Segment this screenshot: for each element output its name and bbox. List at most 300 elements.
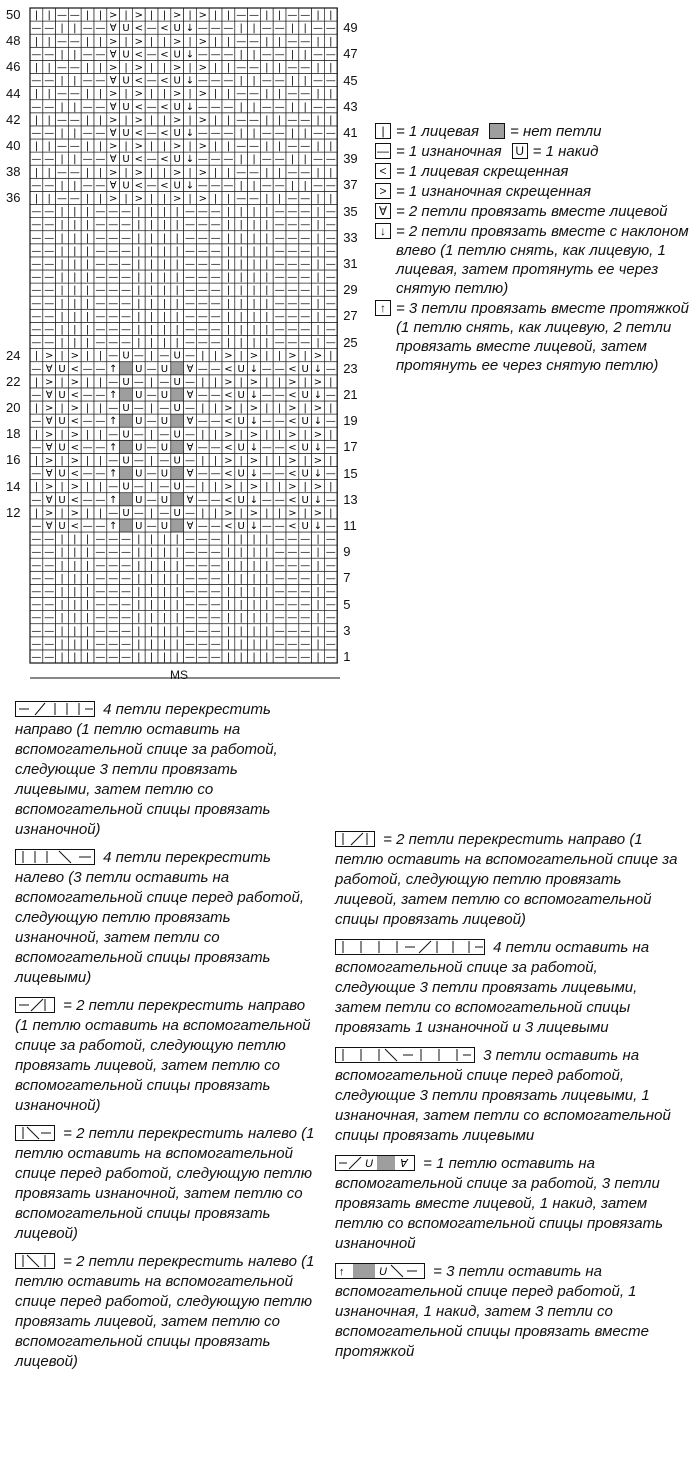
legend-symbols [375, 122, 690, 376]
cable-right-2-purl-icon [15, 997, 55, 1013]
chart-symbol: | [226, 586, 231, 598]
chart-symbol: | [137, 272, 141, 284]
chart-symbol: — [274, 468, 285, 480]
chart-symbol: — [197, 586, 208, 598]
chart-symbol: | [162, 167, 167, 179]
chart-symbol: — [287, 272, 298, 284]
chart-symbol: — [31, 521, 42, 532]
chart-symbol: | [316, 245, 320, 257]
chart-symbol: — [210, 298, 221, 310]
chart-symbol: — [249, 167, 259, 179]
chart-symbol: — [274, 652, 285, 663]
chart-symbol: U [122, 507, 130, 519]
chart-symbol: | [149, 625, 154, 637]
chart-symbol: — [159, 455, 170, 467]
chart-symbol: > [249, 455, 259, 467]
chart-symbol: — [185, 481, 195, 493]
chart-symbol: — [223, 75, 234, 87]
chart-symbol: ∀ [45, 468, 53, 480]
chart-symbol: | [137, 638, 141, 650]
chart-symbol: — [287, 36, 298, 48]
chart-symbol: — [82, 49, 93, 61]
chart-symbol: — [108, 259, 119, 270]
chart-symbol: | [85, 586, 90, 598]
chart-symbol: — [274, 206, 285, 218]
chart-symbol: — [31, 547, 42, 559]
chart-symbol: | [85, 599, 90, 611]
chart-symbol: < [288, 416, 297, 428]
chart-symbol: — [108, 573, 119, 585]
chart-symbol: | [316, 638, 320, 650]
chart-symbol: — [69, 88, 80, 100]
chart-symbol: > [198, 36, 207, 48]
chart-symbol: — [31, 468, 42, 480]
chart-symbol: — [57, 62, 67, 74]
chart-symbol: — [236, 193, 247, 205]
chart-symbol: — [31, 206, 42, 218]
chart-symbol: — [95, 272, 106, 284]
chart-symbol: — [287, 10, 298, 22]
chart-symbol: — [95, 390, 106, 401]
chart-symbol: | [85, 547, 90, 559]
chart-symbol: — [287, 599, 298, 611]
chart-symbol: — [197, 206, 208, 218]
svg-text:U: U [379, 1266, 387, 1278]
chart-symbol: — [300, 245, 311, 257]
chart-symbol: — [300, 193, 311, 205]
chart-symbol: | [124, 167, 128, 179]
cable-item: = 2 петли перекрестить налево (1 петлю оставить на вспомогательной спице перед работой, следующую петлю провязать лицевой, затем петлю со вспомогательной спицы провязать лицевой) [15, 1253, 315, 1370]
chart-symbol: | [47, 36, 51, 48]
chart-symbol: — [210, 494, 221, 506]
chart-symbol: > [70, 376, 79, 388]
chart-symbol: — [185, 403, 195, 415]
chart-symbol: — [287, 167, 298, 179]
chart-symbol: | [162, 311, 167, 323]
chart-symbol: | [239, 128, 243, 139]
chart-symbol: | [265, 311, 269, 323]
chart-symbol: — [197, 612, 208, 624]
chart-symbol: | [34, 429, 39, 441]
chart-symbol: > [288, 403, 297, 415]
chart-symbol: ↑ [109, 363, 118, 375]
chart-symbol: — [197, 442, 208, 454]
chart-symbol: | [226, 206, 231, 218]
chart-symbol: — [95, 494, 106, 506]
chart-symbol: ↑ [109, 442, 118, 454]
chart-symbol: — [287, 219, 298, 231]
chart-symbol: | [137, 259, 141, 270]
chart-symbol: | [162, 193, 167, 205]
chart-symbol: | [277, 141, 282, 153]
chart-symbol: U [122, 128, 130, 139]
chart-symbol: | [239, 101, 243, 113]
chart-symbol: | [162, 298, 167, 310]
chart-symbol: | [226, 141, 231, 153]
chart-symbol: | [137, 324, 141, 336]
chart-symbol: | [265, 62, 269, 74]
chart-symbol: | [316, 324, 320, 336]
chart-symbol: ↓ [249, 390, 259, 401]
chart-symbol: | [149, 311, 154, 323]
chart-symbol: | [162, 324, 167, 336]
row-label-left: 50 [6, 7, 21, 22]
chart-symbol: — [95, 49, 106, 61]
chart-symbol: — [133, 455, 144, 467]
chart-symbol: | [213, 455, 218, 467]
chart-symbol: | [213, 403, 218, 415]
chart-symbol: — [274, 101, 285, 113]
chart-symbol: ∀ [109, 23, 117, 35]
knitting-chart [0, 0, 380, 690]
chart-symbol: | [98, 10, 103, 22]
chart-symbol: | [34, 167, 39, 179]
chart-symbol: — [159, 403, 170, 415]
chart-symbol: | [316, 573, 320, 585]
chart-symbol: — [121, 272, 131, 284]
chart-symbol: | [47, 10, 51, 22]
chart-symbol: — [95, 206, 106, 218]
chart-symbol: — [133, 350, 144, 362]
chart-symbol: — [44, 625, 55, 637]
chart-symbol: | [252, 298, 256, 310]
chart-symbol: | [149, 376, 154, 388]
chart-symbol: — [300, 88, 311, 100]
chart-symbol: | [149, 429, 154, 441]
row-label-right: 41 [343, 124, 358, 140]
chart-symbol: ∀ [186, 468, 194, 480]
chart-symbol: | [85, 429, 90, 441]
chart-symbol: > [45, 403, 54, 415]
chart-symbol: | [252, 259, 256, 270]
chart-symbol: — [223, 154, 234, 166]
chart-symbol: — [108, 311, 119, 323]
chart-symbol: < [134, 180, 143, 192]
chart-symbol: | [303, 128, 307, 139]
chart-symbol: > [134, 193, 143, 205]
chart-symbol: > [249, 376, 259, 388]
chart-symbol: | [265, 350, 269, 362]
chart-symbol: ∀ [45, 390, 53, 401]
row-label-right: 35 [343, 203, 358, 219]
chart-symbol: | [47, 141, 51, 153]
chart-symbol: | [85, 324, 90, 336]
chart-symbol: — [121, 638, 131, 650]
chart-symbol: | [329, 88, 333, 100]
chart-symbol: — [44, 573, 55, 585]
row-label-right: 13 [343, 491, 358, 507]
chart-symbol: — [95, 560, 106, 572]
chart-symbol: — [325, 324, 336, 336]
chart-symbol: — [108, 206, 119, 218]
chart-symbol: | [47, 114, 51, 126]
chart-symbol: | [98, 507, 103, 519]
chart-symbol: | [73, 219, 77, 231]
chart-symbol: | [226, 245, 231, 257]
row-label-right: 29 [343, 282, 358, 298]
chart-symbol: — [121, 245, 131, 257]
chart-symbol: > [224, 455, 233, 467]
chart-symbol: > [288, 350, 297, 362]
chart-symbol: | [265, 573, 269, 585]
chart-symbol: — [185, 285, 195, 297]
chart-symbol: | [265, 259, 269, 270]
chart-symbol: — [108, 547, 119, 559]
chart-symbol: — [57, 167, 67, 179]
chart-symbol: > [224, 376, 233, 388]
chart-symbol: — [197, 560, 208, 572]
chart-symbol: | [149, 638, 154, 650]
chart-symbol: | [329, 193, 333, 205]
chart-symbol: ↓ [185, 128, 195, 139]
chart-symbol: | [226, 88, 231, 100]
chart-symbol: | [60, 206, 64, 218]
chart-symbol: | [329, 167, 333, 179]
chart-symbol: | [226, 232, 231, 244]
chart-symbol: — [44, 298, 55, 310]
chart-symbol: | [316, 88, 320, 100]
chart-symbol: | [239, 75, 243, 87]
chart-symbol: — [159, 481, 170, 493]
chart-symbol: — [300, 625, 311, 637]
chart-symbol: | [73, 534, 77, 546]
chart-symbol: — [197, 638, 208, 650]
chart-symbol: — [31, 652, 42, 663]
chart-symbol: | [316, 36, 320, 48]
chart-symbol: — [210, 259, 221, 270]
chart-symbol: | [265, 298, 269, 310]
chart-symbol: | [265, 560, 269, 572]
chart-symbol: ↓ [313, 416, 323, 428]
chart-symbol: — [44, 259, 55, 270]
chart-cell [171, 467, 184, 480]
chart-symbol: — [82, 442, 93, 454]
chart-symbol: ↓ [249, 521, 259, 532]
chart-symbol: ↑ [109, 494, 118, 506]
chart-symbol: — [325, 416, 336, 428]
chart-symbol: ↑ [109, 416, 118, 428]
chart-symbol: ↓ [249, 494, 259, 506]
chart-symbol: U [58, 416, 66, 428]
chart-symbol: | [316, 141, 320, 153]
cable-item: 4 петли перекрестить направо (1 петлю оставить на вспомогательной спице за работой, следующие 3 петли провязать лицевыми, затем петлю со вспомогательной спицы провязать изнаночной) [15, 701, 278, 838]
chart-symbol: — [185, 337, 195, 349]
chart-symbol: | [149, 337, 154, 349]
chart-symbol: | [329, 376, 333, 388]
chart-symbol: — [197, 285, 208, 297]
chart-symbol: | [265, 599, 269, 611]
chart-symbol: — [210, 272, 221, 284]
chart-symbol: U [301, 494, 309, 506]
chart-symbol: | [85, 36, 90, 48]
chart-symbol: — [121, 652, 131, 663]
chart-cell [120, 440, 133, 453]
chart-symbol: | [137, 586, 141, 598]
row-label-right: 9 [343, 544, 351, 560]
chart-symbol: — [300, 219, 311, 231]
chart-symbol: — [185, 534, 195, 546]
chart-symbol: | [226, 298, 231, 310]
chart-symbol: — [197, 311, 208, 323]
chart-symbol: | [265, 612, 269, 624]
chart-symbol: | [149, 573, 154, 585]
chart-symbol: — [82, 363, 93, 375]
chart-symbol: > [134, 114, 143, 126]
chart-symbol: — [69, 10, 80, 22]
chart-symbol: | [277, 36, 282, 48]
chart-symbol: — [69, 141, 80, 153]
chart-symbol: | [252, 154, 256, 166]
chart-symbol: — [261, 101, 272, 113]
chart-symbol: — [287, 193, 298, 205]
chart-symbol: | [213, 114, 218, 126]
chart-symbol: | [60, 259, 64, 270]
chart-symbol: — [300, 141, 311, 153]
chart-symbol: | [124, 141, 128, 153]
chart-symbol: | [329, 141, 333, 153]
chart-symbol: — [44, 49, 55, 61]
chart-symbol: — [121, 206, 131, 218]
chart-symbol: — [95, 625, 106, 637]
chart-symbol: | [60, 49, 64, 61]
chart-symbol: — [185, 232, 195, 244]
chart-symbol: | [73, 324, 77, 336]
chart-symbol: — [44, 245, 55, 257]
chart-symbol: — [287, 652, 298, 663]
chart-symbol: | [252, 206, 256, 218]
chart-symbol: U [122, 23, 130, 35]
chart-symbol: — [210, 599, 221, 611]
chart-symbol: | [226, 652, 231, 663]
cable-left-2-knit-icon [15, 1253, 55, 1269]
chart-symbol: — [108, 560, 119, 572]
chart-symbol: > [134, 88, 143, 100]
chart-symbol: | [265, 455, 269, 467]
chart-symbol: — [31, 311, 42, 323]
chart-symbol: | [239, 219, 243, 231]
chart-symbol: — [274, 363, 285, 375]
cable-legend-right [335, 830, 680, 1370]
chart-symbol: | [239, 586, 243, 598]
chart-symbol: | [239, 232, 243, 244]
chart-symbol: — [31, 154, 42, 166]
chart-symbol: | [85, 638, 90, 650]
chart-symbol: | [137, 245, 141, 257]
chart-symbol: | [239, 49, 243, 61]
chart-symbol: — [108, 599, 119, 611]
chart-symbol: | [226, 285, 231, 297]
chart-symbol: | [316, 232, 320, 244]
row-label-left: 16 [6, 452, 21, 468]
chart-symbol: — [95, 23, 106, 35]
chart-symbol: — [146, 128, 157, 139]
chart-symbol: > [45, 507, 54, 519]
chart-symbol: — [300, 62, 311, 74]
chart-symbol: | [149, 219, 154, 231]
chart-symbol: — [185, 311, 195, 323]
chart-symbol: | [60, 625, 64, 637]
chart-symbol: | [149, 507, 154, 519]
chart-symbol: — [197, 23, 208, 35]
chart-symbol: < [70, 416, 79, 428]
chart-symbol: — [325, 547, 336, 559]
chart-symbol: < [70, 494, 79, 506]
chart-symbol: — [95, 599, 106, 611]
chart-symbol: | [85, 206, 90, 218]
chart-symbol: — [95, 638, 106, 650]
cable-right-4-icon [15, 701, 95, 717]
row-label-right: 23 [343, 360, 358, 376]
chart-symbol: | [252, 49, 256, 61]
chart-symbol: — [197, 180, 208, 192]
chart-symbol: | [85, 245, 90, 257]
chart-symbol: | [47, 88, 51, 100]
chart-symbol: U [122, 376, 130, 388]
chart-symbol: — [95, 547, 106, 559]
chart-symbol: | [60, 481, 64, 493]
chart-symbol: — [274, 154, 285, 166]
chart-symbol: | [175, 206, 179, 218]
row-label-left: 42 [6, 111, 21, 127]
chart-symbol: U [122, 75, 130, 87]
chart-symbol: — [82, 154, 93, 166]
chart-symbol: | [303, 507, 307, 519]
chart-symbol: — [300, 652, 311, 663]
row-label-right: 45 [343, 72, 358, 88]
chart-symbol: > [288, 376, 297, 388]
chart-symbol: | [162, 547, 167, 559]
chart-symbol: | [290, 23, 295, 35]
chart-symbol: — [325, 442, 336, 454]
chart-symbol: | [137, 534, 141, 546]
chart-symbol: | [277, 114, 282, 126]
chart-symbol: — [121, 232, 131, 244]
chart-symbol: > [198, 10, 207, 22]
chart-symbol: U [237, 363, 245, 375]
chart-symbol: | [60, 534, 64, 546]
chart-symbol: | [252, 219, 256, 231]
chart-cell [120, 414, 133, 427]
chart-symbol: — [185, 455, 195, 467]
cable-right-2-knit-icon [335, 831, 375, 847]
chart-symbol: < [134, 128, 143, 139]
chart-symbol: — [287, 612, 298, 624]
chart-symbol: — [325, 468, 336, 480]
chart-symbol: U [173, 180, 181, 192]
chart-symbol: — [146, 180, 157, 192]
chart-symbol: — [133, 481, 144, 493]
chart-symbol: — [44, 206, 55, 218]
chart-symbol: — [287, 573, 298, 585]
chart-symbol: | [265, 324, 269, 336]
chart-symbol: — [44, 101, 55, 113]
chart-symbol: — [300, 573, 311, 585]
chart-symbol: | [265, 272, 269, 284]
chart-symbol: — [197, 337, 208, 349]
chart-symbol: > [134, 167, 143, 179]
chart-symbol: U [160, 442, 169, 454]
chart-symbol: | [316, 586, 320, 598]
chart-symbol: | [149, 534, 154, 546]
no-stitch-icon [489, 123, 505, 139]
chart-symbol: | [290, 180, 295, 192]
chart-symbol: — [108, 652, 119, 663]
chart-symbol: < [288, 442, 297, 454]
chart-symbol: | [149, 455, 154, 467]
chart-symbol: | [73, 625, 77, 637]
chart-symbol: | [239, 206, 243, 218]
chart-symbol: U [173, 455, 181, 467]
